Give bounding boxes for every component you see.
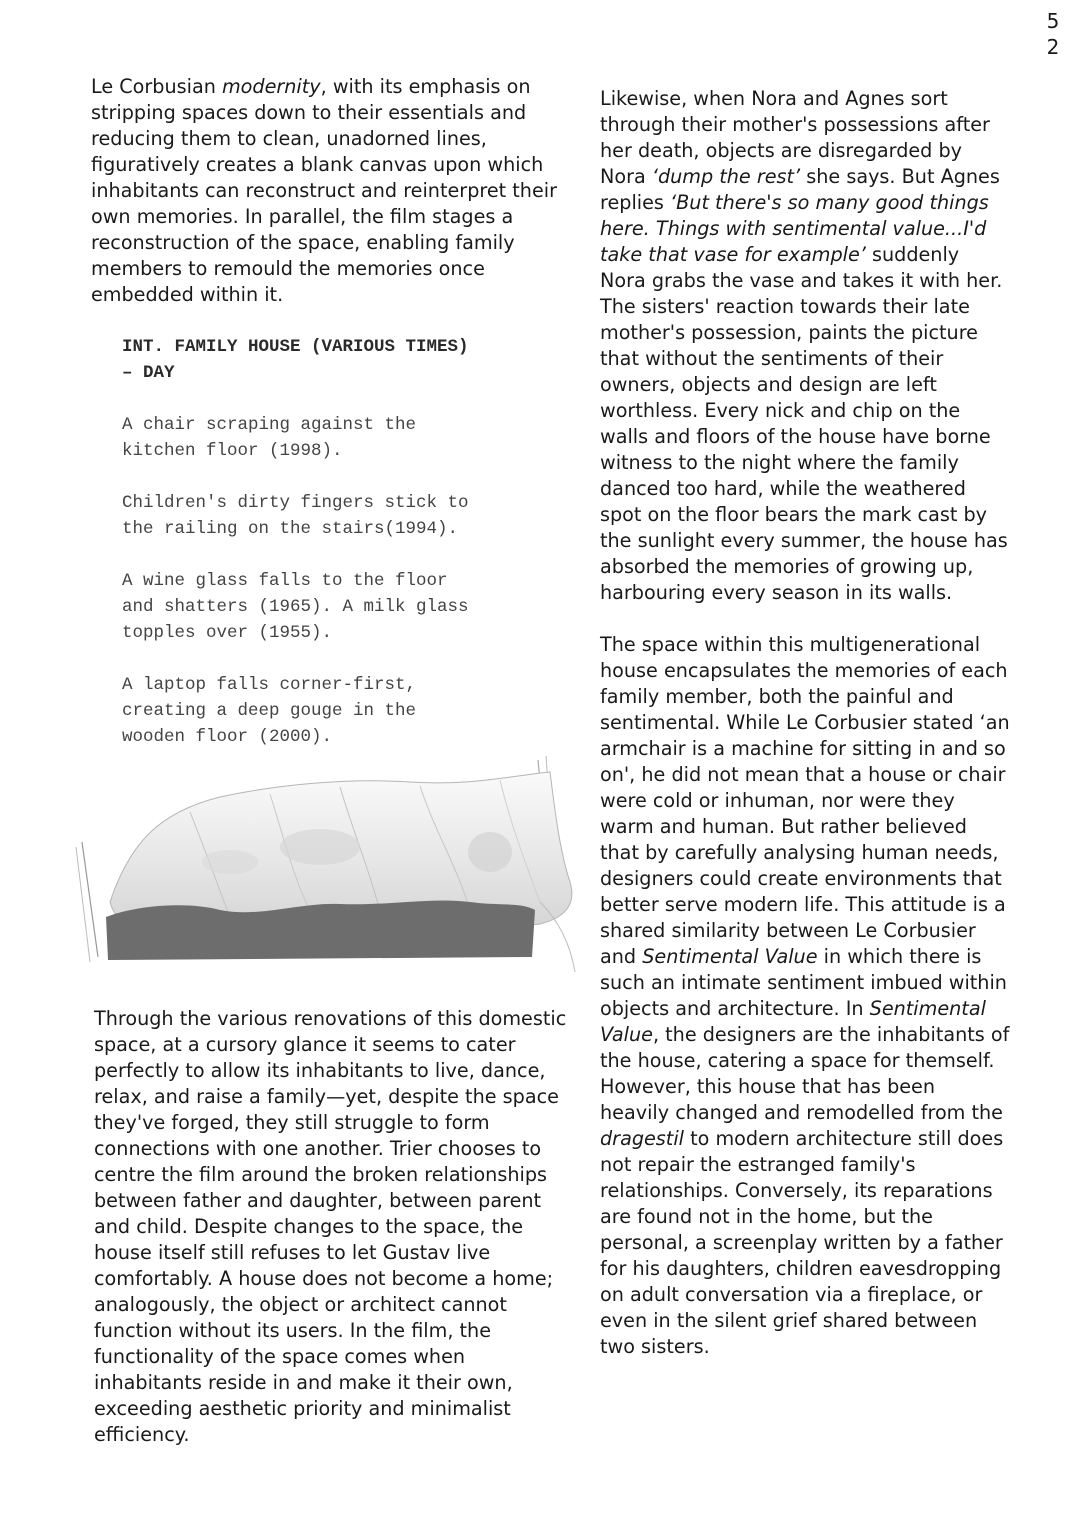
multigenerational-paragraph xyxy=(600,632,1010,1360)
intro-paragraph xyxy=(91,74,566,308)
text-run: , the designers are the inhabitants of the house, catering a space for themself. However, this house that has been heavily changed and remodelled from the xyxy=(600,1023,1010,1124)
renovations-paragraph: Through the various renovations of this domestic space, at a cursory glance it seems to cater perfectly to allow its inhabitants to live, dance, relax, and raise a family—yet, despite the space they've forged, they still struggle to form connections with one another. Trier chooses to centre the film around the broken relationships between father and daughter, between parent and child. Despite changes to the space, the house itself still refuses to let Gustav live comfortably. A house does not become a home; analogously, the object or architect cannot function without its users. In the film, the functionality of the space comes when inhabitants reside in and make it their own, exceeding aesthetic priority and minimalist efficiency. xyxy=(94,1007,567,1446)
term-emphasis: dragestil xyxy=(600,1127,684,1150)
text-run: The space within this multigenerational house encapsulates the memories of each family member, both the painful and sentimental. While Le Corbusier stated ‘an armchair is a machine for sitting in and so on', he did not mean that a house or chair were cold or inhuman, nor were they warm and human. But rather believed that by carefully analysing human needs, designers could create environments that better serve modern life. This attitude is a shared similarity between Le Corbusier and xyxy=(600,633,1010,968)
bottom-left-column xyxy=(94,1006,579,1448)
screenplay-line: A chair scraping against the kitchen floor (1998). xyxy=(122,415,417,461)
text-run: Likewise, when Nora and Agnes sort through their mother's possessions after her death, objects are disregarded by Nora xyxy=(600,87,990,188)
text-run: to modern architecture still does not repair the estranged family's relationships. Conversely, its reparations are found not in the home, but the personal, a screenplay written by a father for his daughters, children eavesdropping on adult conversation via a fireplace, or even in the silent grief shared between two sisters. xyxy=(600,1127,1004,1358)
bed-sheet-illustration xyxy=(70,752,580,980)
intro-emphasis: modernity xyxy=(221,75,321,98)
possessions-paragraph xyxy=(600,86,1010,606)
intro-text-1: Le Corbusian xyxy=(91,75,222,98)
screenplay-line: A laptop falls corner-first, creating a deep gouge in the wooden floor (2000). xyxy=(122,675,417,747)
intro-column xyxy=(91,74,566,308)
quote-emphasis: ‘dump the rest’ xyxy=(651,165,801,188)
screenplay-heading: INT. FAMILY HOUSE (VARIOUS TIMES) – DAY xyxy=(122,337,469,383)
intro-text-2: , with its emphasis on stripping spaces down to their essentials and reducing them to clean, unadorned lines, figuratively creates a blank canvas upon which inhabitants can reconstruct and reinterpret their own memories. In parallel, the film stages a reconstruction of the space, enabling family members to remould the memories once embedded within it. xyxy=(91,75,557,306)
title-emphasis: Sentimental Value xyxy=(642,945,818,968)
screenplay-line: A wine glass falls to the floor and shatters (1965). A milk glass topples over (1955). xyxy=(122,571,469,643)
text-run: she says. But Agnes replies xyxy=(600,165,1000,214)
text-run: suddenly Nora grabs the vase and takes it with her. The sisters' reaction towards their late mother's possession, paints the picture that without the sentiments of their owners, objects and design are left worthless. Every nick and chip on the walls and floors of the house have borne witness to the night where the family danced too hard, while the weathered spot on the floor bears the mark cast by the sunlight every summer, the house has absorbed the memories of growing up, harbouring every season in its walls. xyxy=(600,243,1008,604)
title-emphasis: Sentimental Value xyxy=(600,997,986,1046)
quote-emphasis: ‘But there's so many good things here. Things with sentimental value...I'd take that vase for example’ xyxy=(600,191,989,266)
right-column xyxy=(600,86,1010,1360)
screenplay-excerpt xyxy=(122,334,572,776)
text-run: in which there is such an intimate sentiment imbued within objects and architecture. In xyxy=(600,945,1007,1020)
page-number: 5 2 xyxy=(1046,9,1060,59)
screenplay-line: Children's dirty fingers stick to the railing on the stairs(1994). xyxy=(122,493,469,539)
